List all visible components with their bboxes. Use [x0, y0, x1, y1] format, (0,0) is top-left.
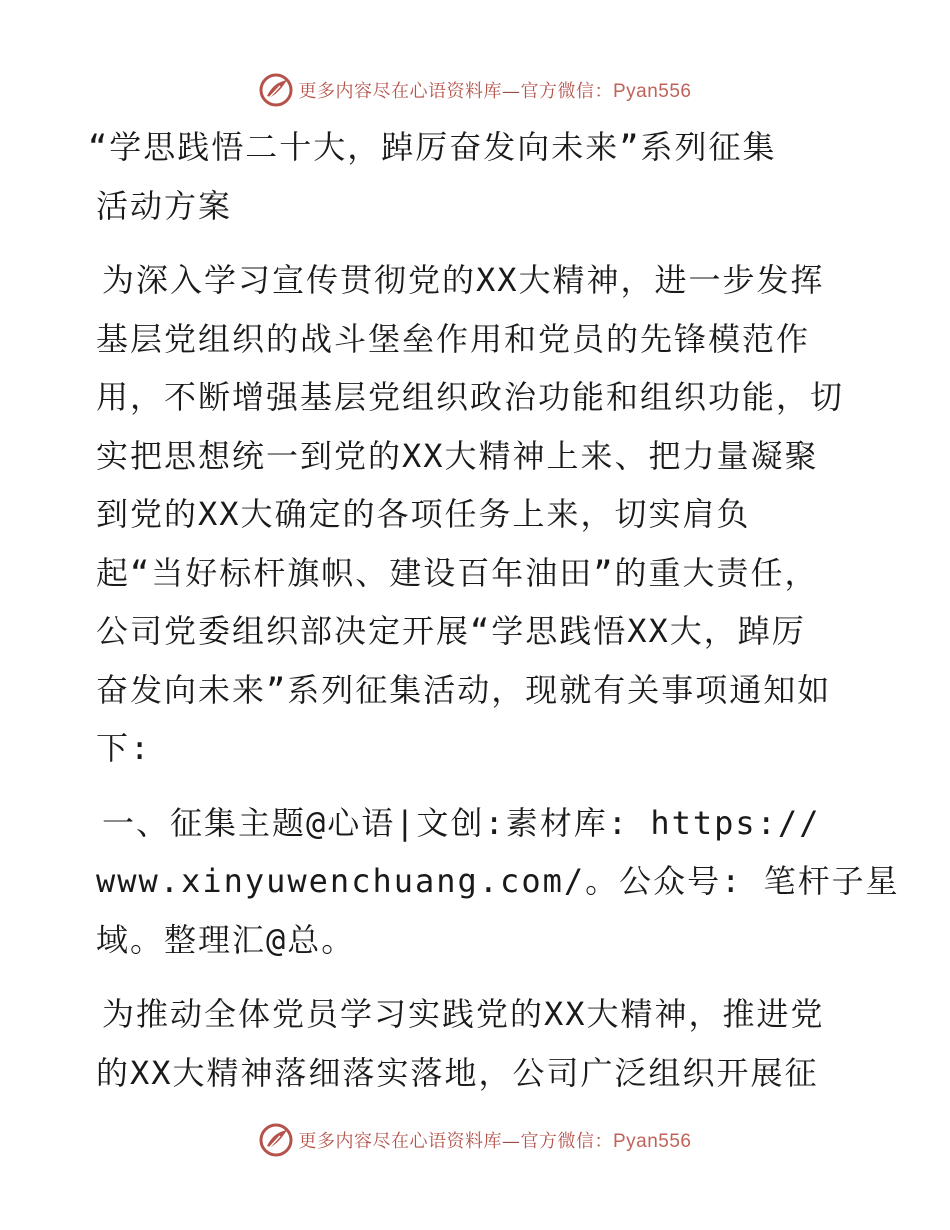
banner-wechat-label: 官方微信：: [520, 81, 613, 102]
paragraph-line: 到党的XX大确定的各项任务上来，切实肩负: [96, 495, 751, 533]
banner-dash: —: [501, 81, 521, 102]
paragraph-line: 的XX大精神落细落实落地，公司广泛组织开展征: [96, 1053, 819, 1092]
footer-banner: [0, 1120, 950, 1160]
section-line: 一、征集主题@心语|文创:素材库: https://: [102, 803, 821, 842]
paragraph-line: 为深入学习宣传贯彻党的XX大精神，进一步发挥: [102, 261, 825, 299]
paragraph-line: 实把思想统一到党的XX大精神上来、把力量凝聚: [96, 436, 819, 475]
header-banner: [0, 70, 950, 110]
document-title: [88, 118, 856, 235]
paragraph-line: 公司党委组织部决定开展“学思践悟XX大，踔厉: [96, 612, 806, 650]
section-heading-1: [96, 794, 900, 970]
banner-wechat-id: Pyan556: [612, 81, 692, 102]
banner-slogan: 更多内容尽在心语资料库: [298, 81, 502, 102]
banner-wechat-id: Pyan556: [612, 1131, 692, 1152]
banner-slogan: 更多内容尽在心语资料库: [298, 1131, 502, 1152]
section-line: 域。整理汇@总。: [96, 920, 356, 959]
paragraph-line: 起“当好标杆旗帜、建设百年油田”的重大责任，: [96, 553, 819, 592]
document-body: [88, 118, 900, 1102]
banner-text: [298, 77, 691, 103]
intro-paragraph: [96, 251, 856, 778]
paragraph-line: 下:: [96, 729, 152, 767]
banner-text: [298, 1127, 691, 1153]
quill-logo-icon: [258, 72, 294, 108]
section-line: www.xinyuwenchuang.com/。公众号: 笔杆子星: [96, 862, 900, 900]
paragraph-line: 为推动全体党员学习实践党的XX大精神，推进党: [102, 995, 825, 1033]
paragraph-line: 奋发向未来”系列征集活动，现就有关事项通知如: [96, 670, 832, 709]
banner-dash: —: [501, 1131, 521, 1152]
banner-wechat-label: 官方微信：: [520, 1131, 613, 1152]
title-line: “学思践悟二十大，踔厉奋发向未来”系列征集: [88, 128, 777, 166]
title-line: 活动方案: [96, 186, 233, 225]
paragraph-line: 用，不断增强基层党组织政治功能和组织功能，切: [96, 378, 845, 416]
paragraph-line: 基层党组织的战斗堡垒作用和党员的先锋模范作: [96, 319, 811, 358]
body-paragraph-2: [96, 985, 856, 1102]
quill-logo-icon: [258, 1122, 294, 1158]
